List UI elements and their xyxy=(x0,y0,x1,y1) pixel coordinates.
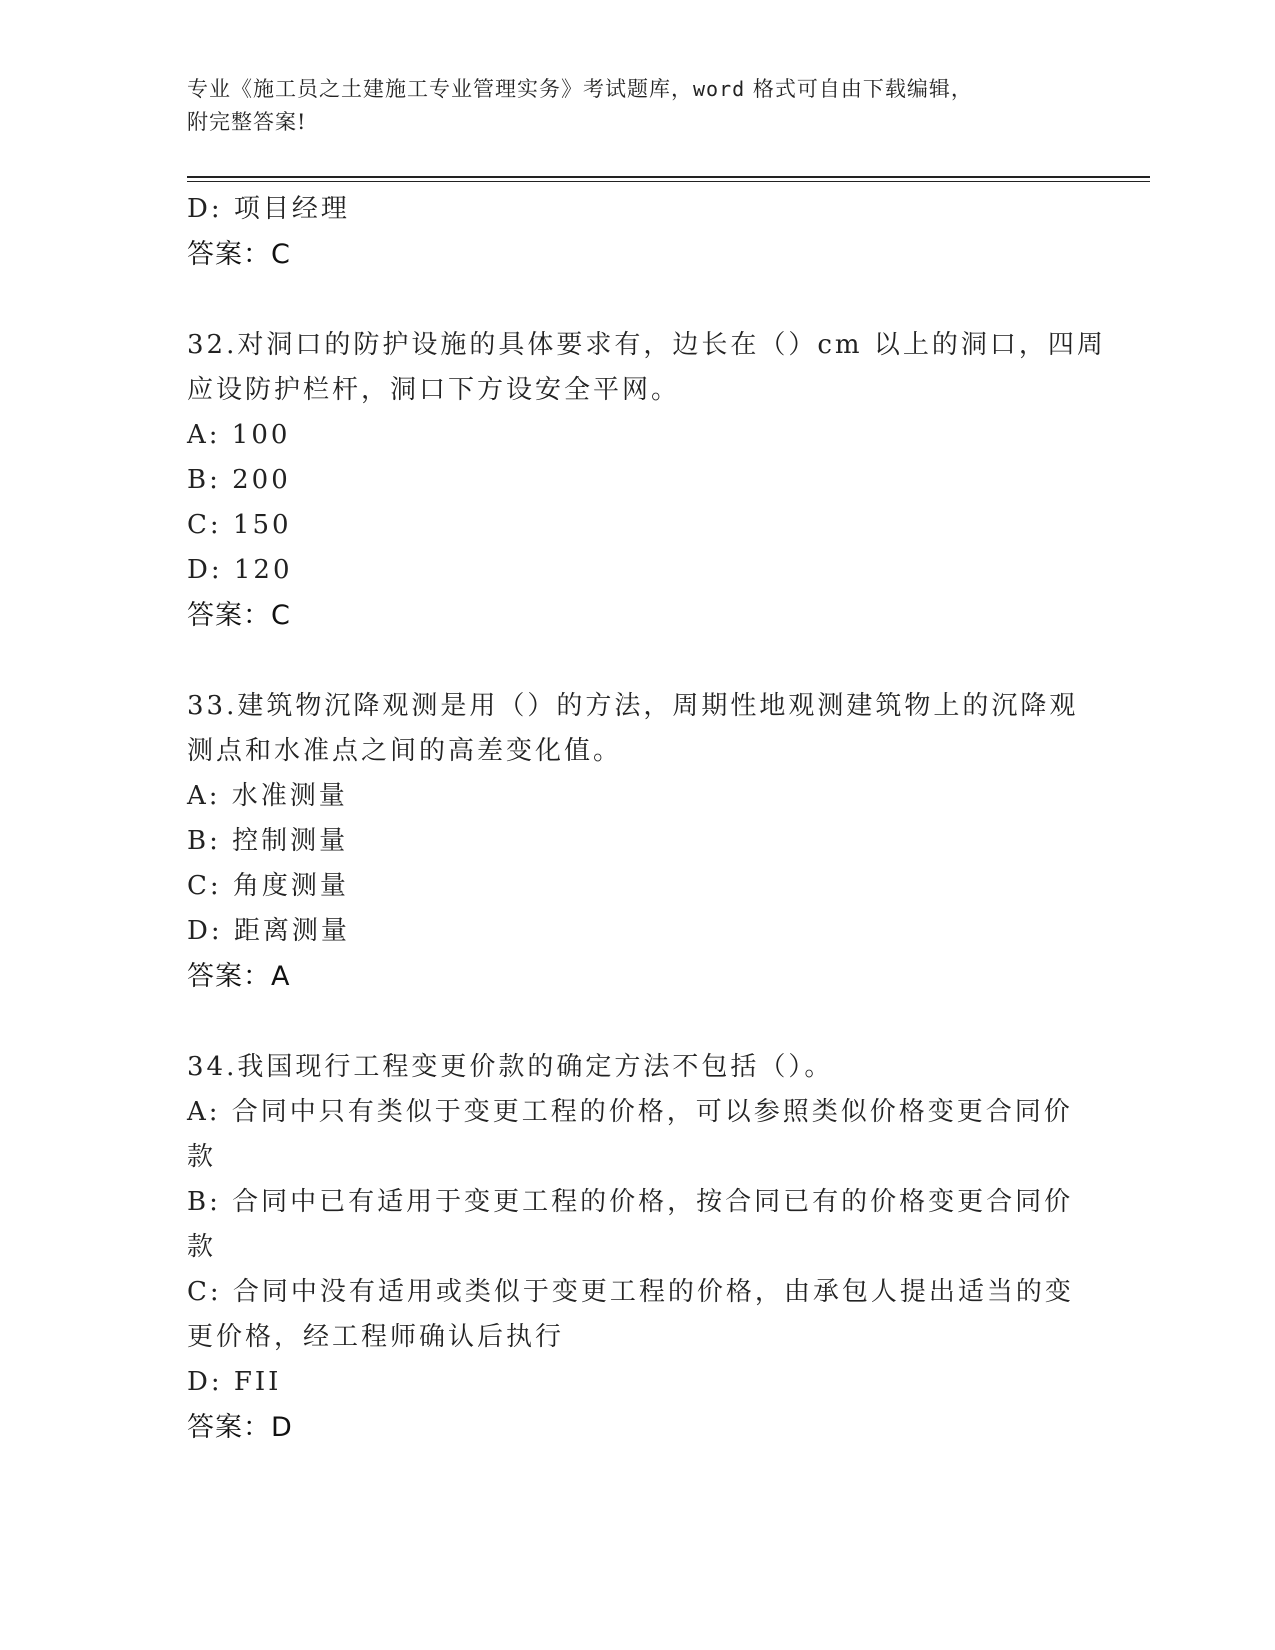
header-line-1 xyxy=(187,73,1087,106)
answer-line: 答案：A xyxy=(187,961,291,992)
header-divider-thick xyxy=(187,176,1150,178)
header-download-text: 格式可自由下载编辑， xyxy=(745,77,973,101)
option-d: D: 120 xyxy=(187,555,293,585)
header-divider-thin xyxy=(187,181,1150,182)
option-b-continued: 款 xyxy=(187,1232,217,1262)
answer-line: 答案：D xyxy=(187,1412,293,1443)
question-stem-continued: 应设防护栏杆，洞口下方设安全平网。 xyxy=(187,375,681,405)
option-b: B: 控制测量 xyxy=(187,826,349,856)
option-a: A: 合同中只有类似于变更工程的价格，可以参照类似价格变更合同价 xyxy=(187,1097,1073,1127)
question-stem: 32.对洞口的防护设施的具体要求有，边长在（）cm 以上的洞口，四周 xyxy=(187,330,1106,360)
option-c-continued: 更价格，经工程师确认后执行 xyxy=(187,1322,565,1352)
spacer xyxy=(187,277,1087,323)
option-b: B: 合同中已有适用于变更工程的价格，按合同已有的价格变更合同价 xyxy=(187,1187,1074,1217)
option-b: B: 200 xyxy=(187,465,291,495)
spacer xyxy=(187,999,1087,1045)
header-line-2: 附完整答案! xyxy=(187,110,307,134)
header-word-format: word xyxy=(693,77,746,101)
question-34 xyxy=(187,1045,1087,1450)
previous-question-tail xyxy=(187,187,1087,277)
question-32 xyxy=(187,323,1106,638)
option-a-continued: 款 xyxy=(187,1142,217,1172)
question-content xyxy=(187,187,1106,1450)
option-a: A: 100 xyxy=(187,420,291,450)
question-stem-continued: 测点和水准点之间的高差变化值。 xyxy=(187,736,623,766)
option-c: C: 150 xyxy=(187,510,292,540)
option-c: C: 角度测量 xyxy=(187,871,349,901)
option-d: D: FII xyxy=(187,1367,282,1397)
header-title-text: 专业《施工员之土建施工专业管理实务》考试题库， xyxy=(187,77,693,101)
spacer xyxy=(187,638,1087,684)
option-d: D: 距离测量 xyxy=(187,916,350,946)
question-stem: 33.建筑物沉降观测是用（）的方法，周期性地观测建筑物上的沉降观 xyxy=(187,691,1079,721)
option-a: A: 水准测量 xyxy=(187,781,348,811)
answer-line: 答案：C xyxy=(187,600,291,631)
question-stem: 34.我国现行工程变更价款的确定方法不包括（）。 xyxy=(187,1052,834,1082)
question-33 xyxy=(187,684,1087,999)
answer-line: 答案：C xyxy=(187,239,291,270)
document-header xyxy=(187,73,1087,139)
option-d: D: 项目经理 xyxy=(187,194,350,224)
option-c: C: 合同中没有适用或类似于变更工程的价格，由承包人提出适当的变 xyxy=(187,1277,1074,1307)
